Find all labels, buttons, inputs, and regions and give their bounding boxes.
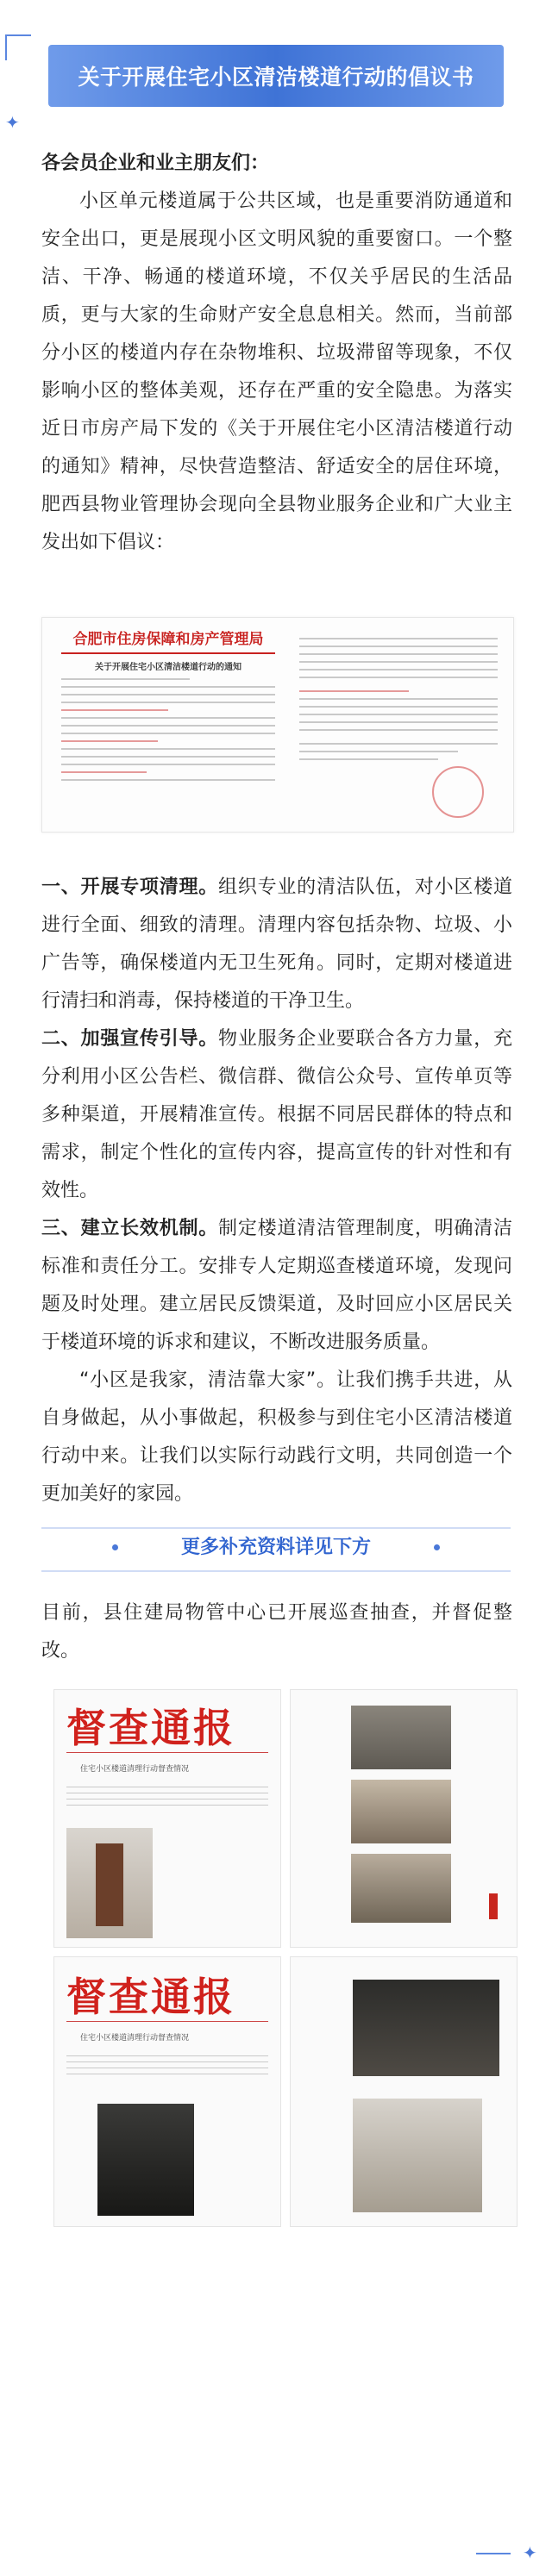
section-divider-line (41, 1570, 511, 1572)
initiative-item (41, 869, 512, 1020)
item-text: 制定楼道清洁管理制度，明确清洁标准和责任分工。安排专人定期巡查楼道环境，发现问题及时处理。建立居民反馈渠道，及时回应小区居民关于楼道环境的诉求和建议，不断改进服务质量。 (41, 1218, 512, 1353)
bottom-corner-line (476, 2553, 511, 2554)
door-photo (96, 1843, 123, 1926)
initiative-item (41, 1210, 512, 1362)
inspection-photos-right-1 (290, 1689, 518, 1948)
top-corner-line (5, 34, 31, 36)
fire-extinguisher-icon (489, 1893, 498, 1919)
initiative-item (41, 1020, 512, 1210)
inspection-photos-right-2 (290, 1956, 518, 2227)
stairwell-photo (353, 1980, 499, 2076)
item-heading: 三、建立长效机制。 (41, 1218, 219, 1239)
notice-authority: 合肥市住房保障和房产管理局 (61, 627, 275, 654)
sparkle-icon: ✦ (523, 2542, 537, 2563)
item-text: 物业服务企业要联合各方力量，充分利用小区公告栏、微信群、微信公众号、宣传单页等多种渠道，开展精准宣传。根据不同居民群体的特点和需求，制定个性化的宣传内容，提高宣传的针对性和有效性。 (41, 1028, 512, 1201)
official-seal (432, 766, 484, 818)
item-text: 组织专业的清洁队伍，对小区楼道进行全面、细致的清理。清理内容包括杂物、垃圾、小广告等，确保楼道内无卫生死角。同时，定期对楼道进行清扫和消毒，保持楼道的干净卫生。 (41, 876, 512, 1012)
greeting: 各会员企业和业主朋友们： (41, 153, 270, 174)
inspection-subtitle: 住宅小区楼道清理行动督查情况 (80, 2034, 190, 2043)
stairwell-photo (353, 2099, 482, 2212)
top-corner-line (5, 34, 7, 60)
inspection-title: 督查通报 (66, 1974, 235, 2020)
inspection-report-left-1 (53, 1689, 281, 1948)
notice-doc-title: 关于开展住宅小区清洁楼道行动的通知 (95, 663, 242, 672)
hallway-photo (351, 1780, 451, 1843)
item-heading: 二、加强宣传引导。 (41, 1028, 219, 1050)
intro-paragraph: 小区单元楼道属于公共区域，也是重要消防通道和安全出口，更是展现小区文明风貌的重要窗口。一个整洁、干净、畅通的楼道环境，不仅关乎居民的生活品质，更与大家的生命财产安全息息相关。然而，当前部分小区的楼道内存在杂物堆积、垃圾滞留等现象，不仅影响小区的整体美观，还存在严重的安全隐患。为落实近日市房产局下发的《关于开展住宅小区清洁楼道行动的通知》精神，尽快营造整洁、舒适安全的居住环境，肥西县物业管理协会现向全县物业服务企业和广大业主发出如下倡议： (41, 190, 512, 553)
section-divider-line (41, 1527, 511, 1529)
notice-document-image (41, 617, 514, 833)
closing-paragraph: “小区是我家，清洁靠大家”。让我们携手共进，从自身做起，从小事做起，积极参与到住宅小区清洁楼道行动中来。让我们以实际行动践行文明，共同创造一个更加美好的家园。 (41, 1369, 512, 1505)
inspection-title: 督查通报 (66, 1705, 235, 1751)
stairwell-photo (97, 2104, 194, 2216)
title-banner (48, 45, 504, 107)
hallway-photo (351, 1706, 451, 1769)
inspection-report-left-2 (53, 1956, 281, 2227)
hallway-photo (351, 1854, 451, 1923)
item-heading: 一、开展专项清理。 (41, 876, 219, 898)
inspection-subtitle: 住宅小区楼道清理行动督查情况 (80, 1765, 190, 1774)
page-title: 关于开展住宅小区清洁楼道行动的倡议书 (78, 65, 474, 90)
supplement-paragraph: 目前，县住建局物管中心已开展巡查抽查，并督促整改。 (41, 1602, 512, 1662)
sparkle-icon: ✦ (5, 112, 20, 133)
supplement-title: 更多补充资料详见下方 (180, 1537, 371, 1558)
